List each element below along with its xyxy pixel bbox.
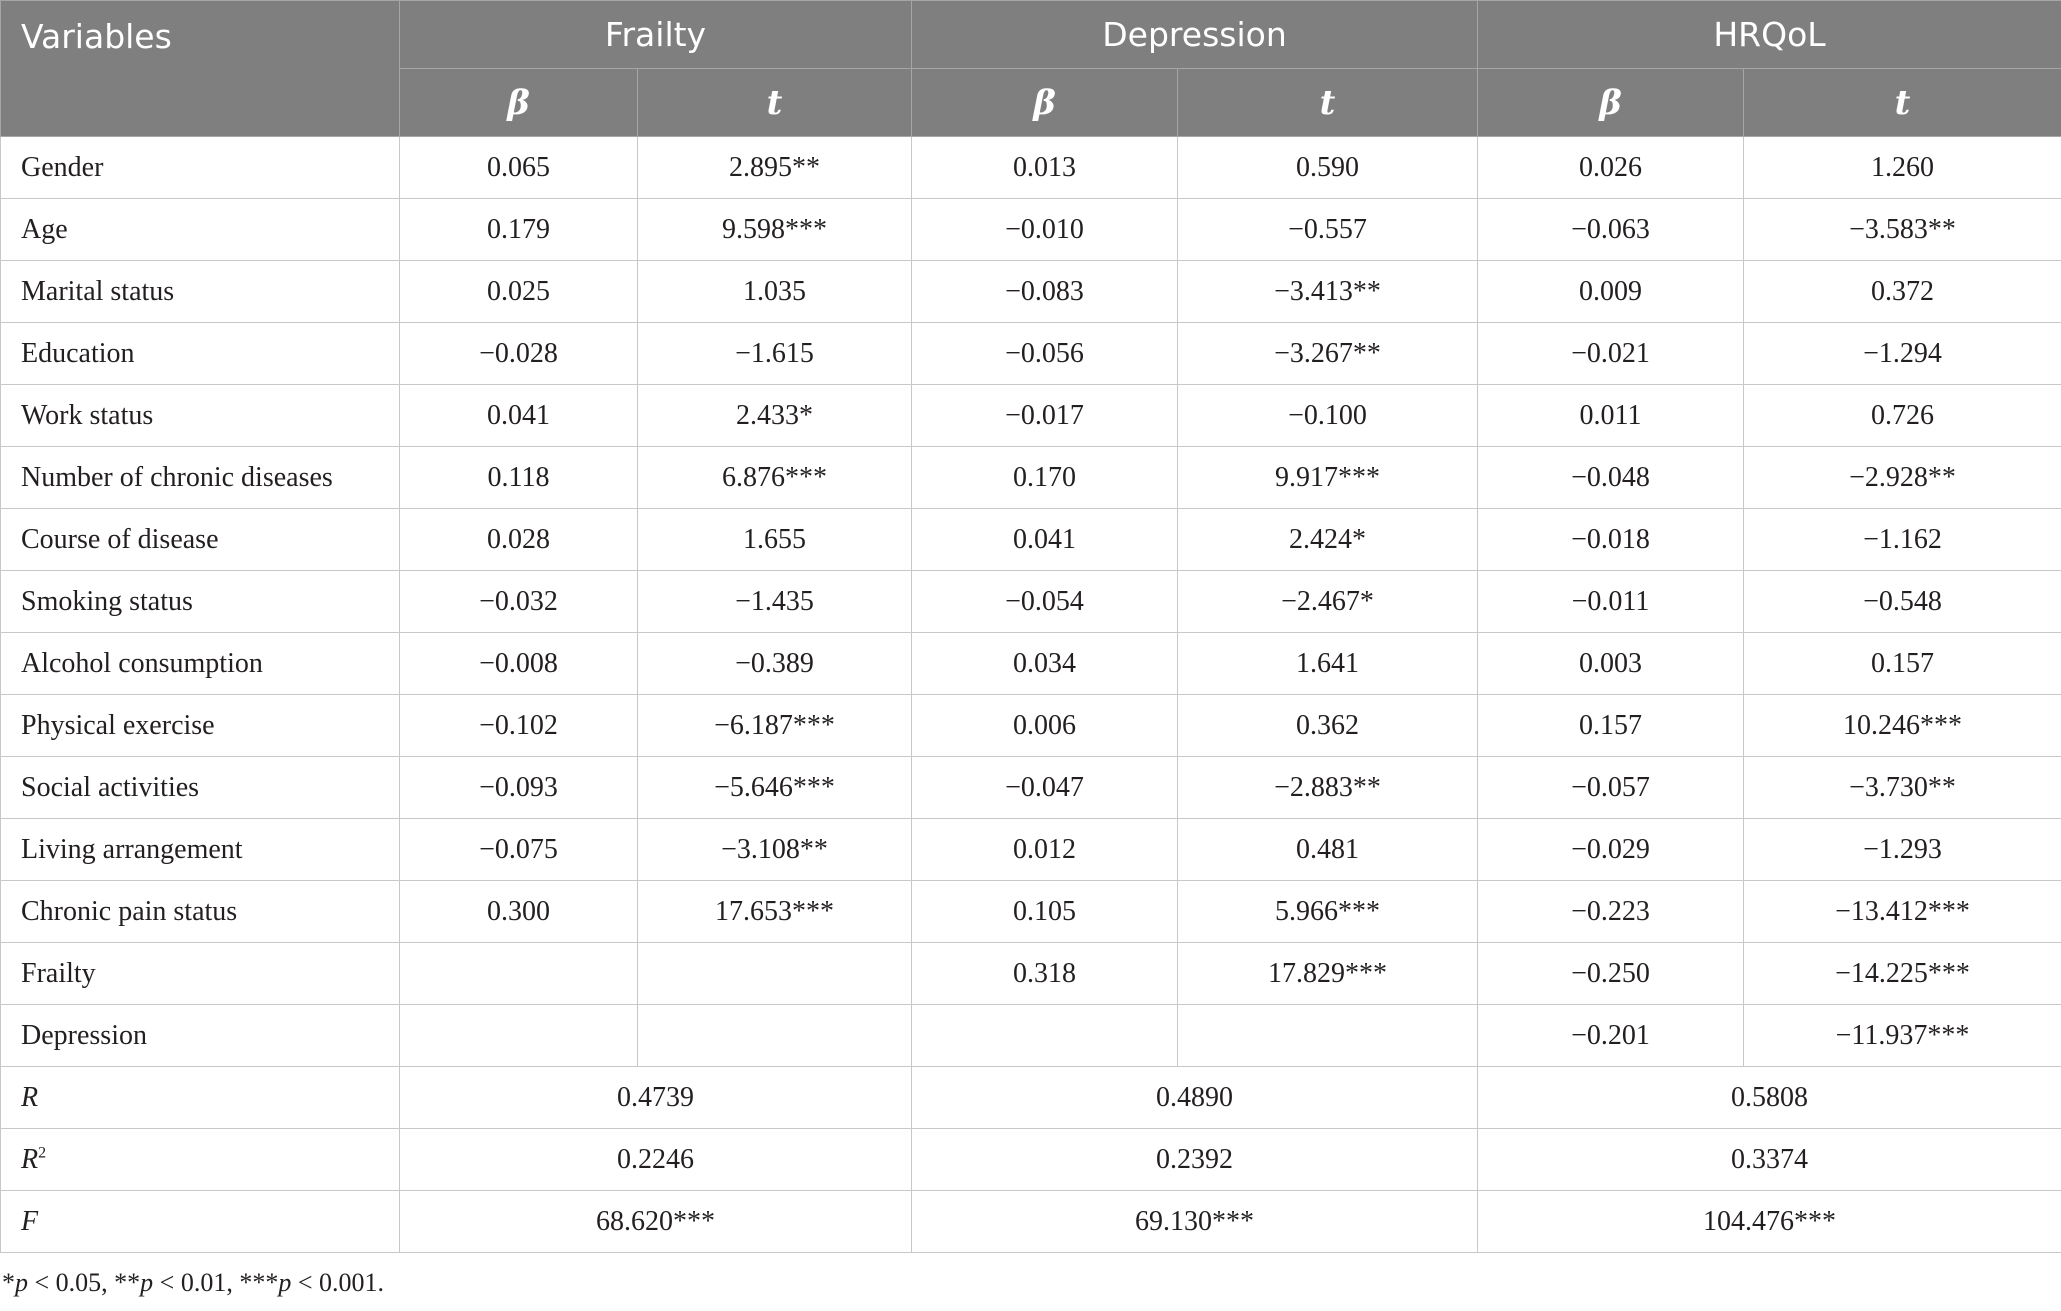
beta-cell: 0.026 [1478,137,1744,199]
beta-cell: 0.013 [912,137,1178,199]
table-row [1,881,2061,943]
stat-label [1,1191,400,1253]
t-cell: 0.362 [1178,695,1478,757]
beta-cell: −0.018 [1478,509,1744,571]
t-cell [638,943,912,1005]
group-header-frailty: Frailty [400,1,912,69]
row-label: Education [1,323,400,385]
table-row [1,571,2061,633]
t-cell: −1.615 [638,323,912,385]
row-label: Gender [1,137,400,199]
beta-cell [400,1005,638,1067]
table-row [1,385,2061,447]
t-cell: 1.035 [638,261,912,323]
t-cell: −2.467* [1178,571,1478,633]
table-row [1,137,2061,199]
t-cell: 1.641 [1178,633,1478,695]
subheader-beta: β [912,69,1178,137]
beta-cell: 0.065 [400,137,638,199]
row-label: Physical exercise [1,695,400,757]
stat-label [1,1129,400,1191]
t-cell: −2.883** [1178,757,1478,819]
t-cell: −3.413** [1178,261,1478,323]
beta-cell: −0.102 [400,695,638,757]
table-row [1,261,2061,323]
stat-symbol: R [21,1081,39,1113]
subheader-beta: β [1478,69,1744,137]
t-cell [1178,1005,1478,1067]
t-cell: −0.100 [1178,385,1478,447]
t-cell: 1.655 [638,509,912,571]
beta-cell: −0.083 [912,261,1178,323]
beta-cell: 0.012 [912,819,1178,881]
t-cell: 9.598*** [638,199,912,261]
beta-cell: 0.105 [912,881,1178,943]
t-cell: 2.424* [1178,509,1478,571]
beta-cell: 0.034 [912,633,1178,695]
beta-cell: −0.223 [1478,881,1744,943]
subheader-t: t [1178,69,1478,137]
beta-cell: 0.041 [912,509,1178,571]
beta-cell: 0.028 [400,509,638,571]
t-cell: −1.162 [1744,509,2061,571]
beta-cell: 0.011 [1478,385,1744,447]
row-label: Alcohol consumption [1,633,400,695]
t-cell: −0.389 [638,633,912,695]
beta-cell: −0.047 [912,757,1178,819]
footnote-text: < 0.01, *** [153,1268,279,1297]
beta-cell: 0.300 [400,881,638,943]
stat-value: 68.620*** [400,1191,912,1253]
table-row [1,323,2061,385]
stat-value: 104.476*** [1478,1191,2061,1253]
t-cell: 0.372 [1744,261,2061,323]
group-header-depression: Depression [912,1,1478,69]
t-cell: −11.937*** [1744,1005,2061,1067]
table-row [1,943,2061,1005]
footnote-text: * [2,1268,15,1297]
beta-cell: −0.250 [1478,943,1744,1005]
beta-cell: 0.041 [400,385,638,447]
table-row [1,633,2061,695]
t-cell: −3.108** [638,819,912,881]
t-cell: −5.646*** [638,757,912,819]
subheader-t: t [1744,69,2061,137]
row-label: Age [1,199,400,261]
beta-cell: −0.048 [1478,447,1744,509]
t-cell: −2.928** [1744,447,2061,509]
t-cell: −1.293 [1744,819,2061,881]
table-row [1,695,2061,757]
t-cell: −1.294 [1744,323,2061,385]
row-label: Course of disease [1,509,400,571]
t-cell: 2.895** [638,137,912,199]
t-cell: −14.225*** [1744,943,2061,1005]
t-cell: 1.260 [1744,137,2061,199]
beta-cell: −0.011 [1478,571,1744,633]
row-label: Living arrangement [1,819,400,881]
t-cell [638,1005,912,1067]
beta-cell: −0.028 [400,323,638,385]
table-footnote [2,1268,384,1298]
beta-cell: −0.201 [1478,1005,1744,1067]
t-cell: 0.590 [1178,137,1478,199]
summary-row [1,1191,2061,1253]
group-header-hrqol: HRQoL [1478,1,2061,69]
beta-cell: −0.093 [400,757,638,819]
table-row [1,819,2061,881]
beta-cell: 0.003 [1478,633,1744,695]
beta-cell: 0.157 [1478,695,1744,757]
row-label: Chronic pain status [1,881,400,943]
t-cell: 5.966*** [1178,881,1478,943]
t-cell: 9.917*** [1178,447,1478,509]
t-cell: 0.481 [1178,819,1478,881]
table-row [1,447,2061,509]
beta-cell: −0.029 [1478,819,1744,881]
t-cell: 10.246*** [1744,695,2061,757]
t-cell: −0.557 [1178,199,1478,261]
t-cell: −3.267** [1178,323,1478,385]
row-label: Marital status [1,261,400,323]
t-cell: −3.730** [1744,757,2061,819]
row-label: Number of chronic diseases [1,447,400,509]
table-header [1,1,2061,137]
beta-cell: −0.075 [400,819,638,881]
t-cell: 17.653*** [638,881,912,943]
footnote-text: < 0.05, ** [28,1268,141,1297]
stat-value: 0.4739 [400,1067,912,1129]
beta-cell: −0.017 [912,385,1178,447]
subheader-t: t [638,69,912,137]
subheader-beta: β [400,69,638,137]
stat-symbol: F [21,1205,39,1237]
row-label: Social activities [1,757,400,819]
footnote-p: p [278,1268,292,1297]
row-label: Depression [1,1005,400,1067]
footnote-text: < 0.001. [291,1268,385,1297]
table-row [1,199,2061,261]
beta-cell: −0.057 [1478,757,1744,819]
t-cell: 2.433* [638,385,912,447]
beta-cell: −0.008 [400,633,638,695]
stat-value: 0.2392 [912,1129,1478,1191]
beta-cell [400,943,638,1005]
table-row [1,757,2061,819]
t-cell: 0.157 [1744,633,2061,695]
stat-superscript: 2 [38,1144,47,1162]
stat-label [1,1067,400,1129]
row-label: Smoking status [1,571,400,633]
variables-header: Variables [1,1,400,137]
row-label: Work status [1,385,400,447]
t-cell: 17.829*** [1178,943,1478,1005]
footnote-p: p [140,1268,154,1297]
stat-value: 0.3374 [1478,1129,2061,1191]
t-cell: −3.583** [1744,199,2061,261]
beta-cell: 0.118 [400,447,638,509]
stat-value: 0.2246 [400,1129,912,1191]
beta-cell: −0.054 [912,571,1178,633]
t-cell: −13.412*** [1744,881,2061,943]
footnote-p: p [15,1268,28,1297]
beta-cell: −0.063 [1478,199,1744,261]
beta-cell: 0.009 [1478,261,1744,323]
beta-cell: 0.170 [912,447,1178,509]
stat-symbol: R [21,1143,39,1175]
summary-row [1,1129,2061,1191]
stat-value: 0.4890 [912,1067,1478,1129]
beta-cell [912,1005,1178,1067]
beta-cell: −0.032 [400,571,638,633]
beta-cell: −0.021 [1478,323,1744,385]
beta-cell: −0.010 [912,199,1178,261]
stat-value: 0.5808 [1478,1067,2061,1129]
beta-cell: 0.179 [400,199,638,261]
table-row [1,1005,2061,1067]
stat-value: 69.130*** [912,1191,1478,1253]
beta-cell: −0.056 [912,323,1178,385]
table-row [1,509,2061,571]
summary-row [1,1067,2061,1129]
t-cell: −1.435 [638,571,912,633]
beta-cell: 0.025 [400,261,638,323]
t-cell: −6.187*** [638,695,912,757]
table-body [1,137,2061,1253]
beta-cell: 0.318 [912,943,1178,1005]
beta-cell: 0.006 [912,695,1178,757]
t-cell: 6.876*** [638,447,912,509]
t-cell: −0.548 [1744,571,2061,633]
t-cell: 0.726 [1744,385,2061,447]
row-label: Frailty [1,943,400,1005]
